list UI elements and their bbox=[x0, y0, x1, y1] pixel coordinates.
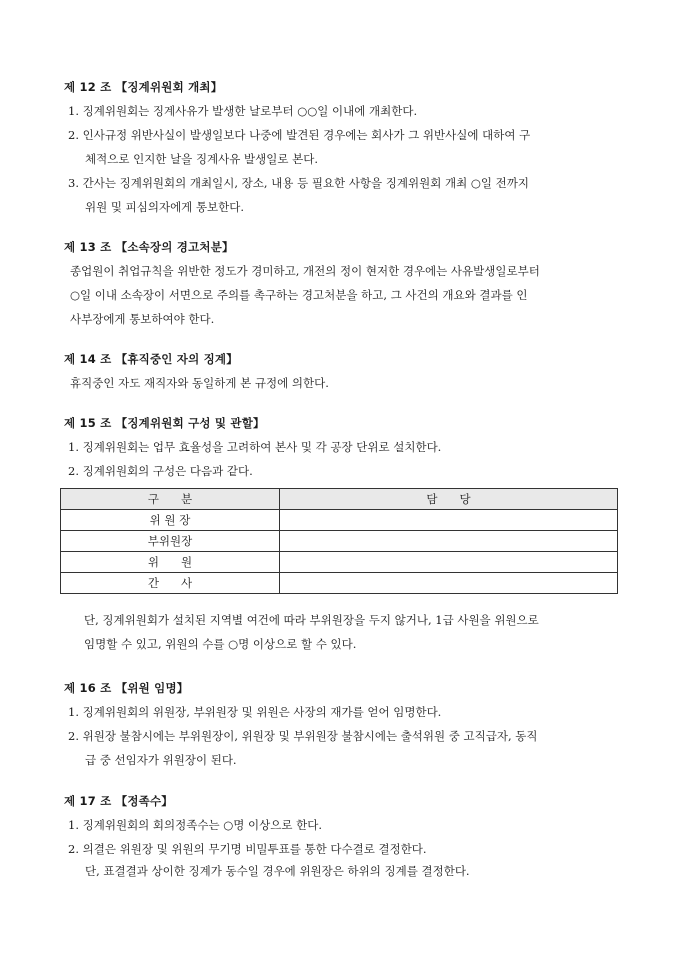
article-13-line-2: ○일 이내 소속장이 서면으로 주의를 촉구하는 경고처분을 하고, 그 사건의 개요와 결과를 인 bbox=[70, 288, 528, 302]
article-16-title: 제 16 조 【위원 임명】 bbox=[64, 681, 189, 695]
article-15-item-2: 2. 징계위원회의 구성은 다음과 같다. bbox=[68, 464, 253, 478]
article-15-title: 제 15 조 【징계위원회 구성 및 관할】 bbox=[64, 416, 265, 430]
article-12-title: 제 12 조 【징계위원회 개최】 bbox=[64, 80, 223, 94]
article-17-item-2-cont: 단, 표결결과 상이한 징계가 동수일 경우에 위원장은 하위의 징계를 결정한다. bbox=[85, 864, 470, 878]
article-12-item-2-cont: 체적으로 인지한 날을 징계사유 발생일로 본다. bbox=[85, 152, 319, 166]
role-member: 위 원 bbox=[61, 552, 280, 573]
role-vice-chairman: 부위원장 bbox=[61, 531, 280, 552]
article-16-item-2: 2. 위원장 불참시에는 부위원장이, 위원장 및 부위원장 불참시에는 출석위원 중 고직급자, 동직 bbox=[68, 729, 538, 743]
article-14-line-1: 휴직중인 자도 재직자와 동일하게 본 규정에 의한다. bbox=[70, 376, 329, 390]
role-chairman: 위 원 장 bbox=[61, 510, 280, 531]
article-12-item-3: 3. 간사는 징계위원회의 개최일시, 장소, 내용 등 필요한 사항을 징계위원회 개최 ○일 전까지 bbox=[68, 176, 529, 190]
table-row bbox=[61, 510, 618, 531]
role-secretary: 간 사 bbox=[61, 573, 280, 594]
article-15-note-1: 단, 징계위원회가 설치된 지역별 여건에 따라 부위원장을 두지 않거나, 1급 사원을 위원으로 bbox=[84, 613, 539, 627]
article-12-item-2: 2. 인사규정 위반사실이 발생일보다 나중에 발견된 경우에는 회사가 그 위반사실에 대하여 구 bbox=[68, 128, 531, 142]
assignee-cell bbox=[280, 573, 618, 594]
article-13-line-3: 사부장에게 통보하여야 한다. bbox=[70, 312, 215, 326]
article-17-item-1: 1. 징계위원회의 회의정족수는 ○명 이상으로 한다. bbox=[68, 818, 323, 832]
header-category: 구 분 bbox=[61, 489, 280, 510]
article-12-item-1: 1. 징계위원회는 징계사유가 발생한 날로부터 ○○일 이내에 개최한다. bbox=[68, 104, 418, 118]
table-row bbox=[61, 573, 618, 594]
article-17-item-2: 2. 의결은 위원장 및 위원의 무기명 비밀투표를 통한 다수결로 결정한다. bbox=[68, 842, 427, 856]
article-13-title: 제 13 조 【소속장의 경고처분】 bbox=[64, 240, 234, 254]
article-15-note-2: 임명할 수 있고, 위원의 수를 ○명 이상으로 할 수 있다. bbox=[84, 637, 357, 651]
table-row bbox=[61, 552, 618, 573]
article-13-line-1: 종업원이 취업규칙을 위반한 정도가 경미하고, 개전의 정이 현저한 경우에는 사유발생일로부터 bbox=[70, 264, 540, 278]
assignee-cell bbox=[280, 552, 618, 573]
committee-composition-table bbox=[60, 488, 618, 594]
article-15-item-1: 1. 징계위원회는 업무 효율성을 고려하여 본사 및 각 공장 단위로 설치한다. bbox=[68, 440, 442, 454]
article-14-title: 제 14 조 【휴직중인 자의 징계】 bbox=[64, 352, 238, 366]
article-16-item-1: 1. 징계위원회의 위원장, 부위원장 및 위원은 사장의 재가를 얻어 임명한다. bbox=[68, 705, 442, 719]
assignee-cell bbox=[280, 510, 618, 531]
article-16-item-2-cont: 급 중 선임자가 위원장이 된다. bbox=[85, 753, 237, 767]
table-row bbox=[61, 531, 618, 552]
assignee-cell bbox=[280, 531, 618, 552]
table-header-row bbox=[61, 489, 618, 510]
article-12-item-3-cont: 위원 및 피심의자에게 통보한다. bbox=[85, 200, 245, 214]
header-assignee: 담 당 bbox=[280, 489, 618, 510]
article-17-title: 제 17 조 【정족수】 bbox=[64, 794, 173, 808]
